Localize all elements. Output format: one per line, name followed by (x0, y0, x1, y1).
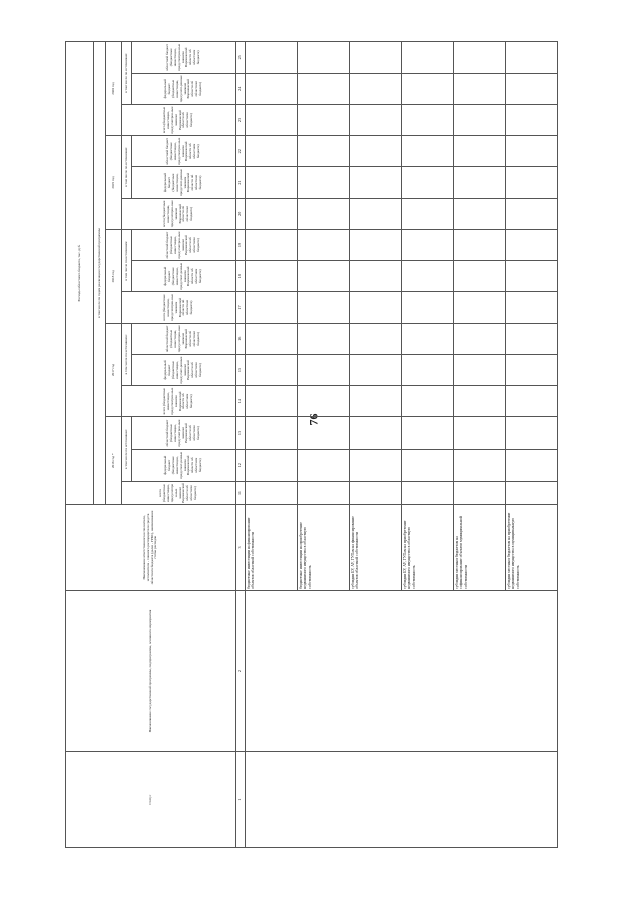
header-regional-2016: областной бюджет (бюджетные инвестиции, предусмотрен-ные законом Воронежской области об областном бюджете) (132, 417, 236, 449)
column-number: 15 (236, 354, 246, 385)
header-status: Статус (66, 752, 236, 848)
column-number: 3 (236, 505, 246, 591)
header-executor: Наименование ответственного исполнителя, исполнителя - главного распорядителя средств областного бюджета (далее - ГРБС), наименование статьи расходов (66, 505, 236, 591)
column-number: 13 (236, 417, 246, 449)
header-year-2018: 2018 год (106, 229, 122, 323)
row-label: бюджетные инвестиции на приобретение недвижимого имущества в областную собственность (298, 505, 350, 591)
column-number: 20 (236, 198, 246, 229)
row-label: бюджетные инвестиции на финансирование объектов областной собственности (246, 505, 298, 591)
header-federal-2019: федеральный бюджет (бюджетные инвестиции, предусмот-ренные законом Воронежской области об областном бюджете) (132, 167, 236, 198)
column-number: 22 (236, 136, 246, 167)
header-sources-2017: в том числе по источникам: (122, 323, 132, 386)
header-by-years: в том числе по годам реализации государственной программы (94, 42, 106, 505)
header-year-2020: 2020 год (106, 42, 122, 136)
program-name-cell (246, 590, 558, 751)
column-number: 1 (236, 752, 246, 848)
column-number: 23 (236, 104, 246, 135)
column-number: 21 (236, 167, 246, 198)
header-total-2020: всего (бюджетные инвестиции, предусмотрен-ные законом Воронежской области об областном бюджете) (122, 104, 236, 135)
row-label: субсидии БУ, АУ, ГУПам на финансирование объектов областной собственности (350, 505, 402, 591)
header-federal-2018: федеральный бюджет (бюджетные инвестиции, предусмот-ренные законом Воронежской области об областном бюджете) (132, 261, 236, 292)
expenses-table-rotated (65, 41, 555, 848)
header-total-2019: всего (бюджетные инвестиции, предусмотрен-ные законом Воронежской области об областном бюджете) (122, 198, 236, 229)
column-number: 25 (236, 42, 246, 74)
column-number: 24 (236, 73, 246, 104)
header-federal-2017: федеральный бюджет (бюджетные инвестиции, предусмот-ренные законом Воронежской области об областном бюджете) (132, 354, 236, 385)
column-number: 14 (236, 386, 246, 417)
row-label: субсидии местным бюджетам на приобретение недвижимого имущества в муниципальную собственность (506, 505, 558, 591)
column-number-row (236, 42, 246, 848)
header-year-2017: 2017 год (106, 323, 122, 417)
header-year-2019: 2019 год (106, 136, 122, 230)
row-label: субсидии местным бюджетам на софинансирование объектов муниципальной собственности (454, 505, 506, 591)
column-number: 12 (236, 449, 246, 481)
header-total-2017: всего (бюджетные инвестиции, предусмотрен-ные законом Воронежской области об областном бюджете) (122, 386, 236, 417)
column-number: 16 (236, 323, 246, 354)
page-number: 76 (306, 413, 321, 426)
header-total-2018: всего (бюджетные инвестиции, предусмотрен-ные законом Воронежской области об областном бюджете) (122, 292, 236, 323)
row-label: субсидии БУ, АУ, ГУПам на приобретение недвижимого имущества в областную собственность (402, 505, 454, 591)
header-sources-2020: в том числе по источникам: (122, 42, 132, 105)
table-row (246, 42, 298, 848)
header-regional-2019: областной бюджет (бюджетные инвестиции, предусмотрен-ные законом Воронежской области об областном бюджете) (132, 136, 236, 167)
column-number: 2 (236, 590, 246, 751)
column-number: 17 (236, 292, 246, 323)
status-cell (246, 752, 558, 848)
header-regional-2020: областной бюджет (бюджетные инвестиции, предусмотрен-ные законом Воронежской области об областном бюджете) (132, 42, 236, 74)
header-federal-2020: федеральный бюджет (бюджетные инвестиции, предусмот-ренные законом Воронежской области об областном бюджете) (132, 73, 236, 104)
header-year-2016: 2016 год * (106, 417, 122, 505)
header-expenses-title: Расходы областного бюджета, тыс. руб. (66, 42, 94, 505)
column-number: 19 (236, 229, 246, 260)
header-total-2016: всего (бюджетные инвестиции, предусмотрен-ные законом Воронежской области об областном бюджете) (122, 481, 236, 504)
header-sources-2016: в том числе по источникам: (122, 417, 132, 482)
column-number: 11 (236, 481, 246, 504)
expenses-table (65, 41, 558, 848)
header-regional-2017: областной бюджет (бюджетные инвестиции, предусмотрен-ные законом Воронежской области об областном бюджете) (132, 323, 236, 354)
header-sources-2018: в том числе по источникам: (122, 229, 132, 292)
header-federal-2016: федеральный бюджет (бюджетные инвестиции, предусмот-ренные законом Воронежской области об областном бюджете) (132, 449, 236, 481)
header-sources-2019: в том числе по источникам: (122, 136, 132, 199)
header-program-name: Наименование государственной программы, подпрограммы, основного мероприятия (66, 590, 236, 751)
column-number: 18 (236, 261, 246, 292)
header-regional-2018: областной бюджет (бюджетные инвестиции, предусмотрен-ные законом Воронежской области об областном бюджете) (132, 229, 236, 260)
